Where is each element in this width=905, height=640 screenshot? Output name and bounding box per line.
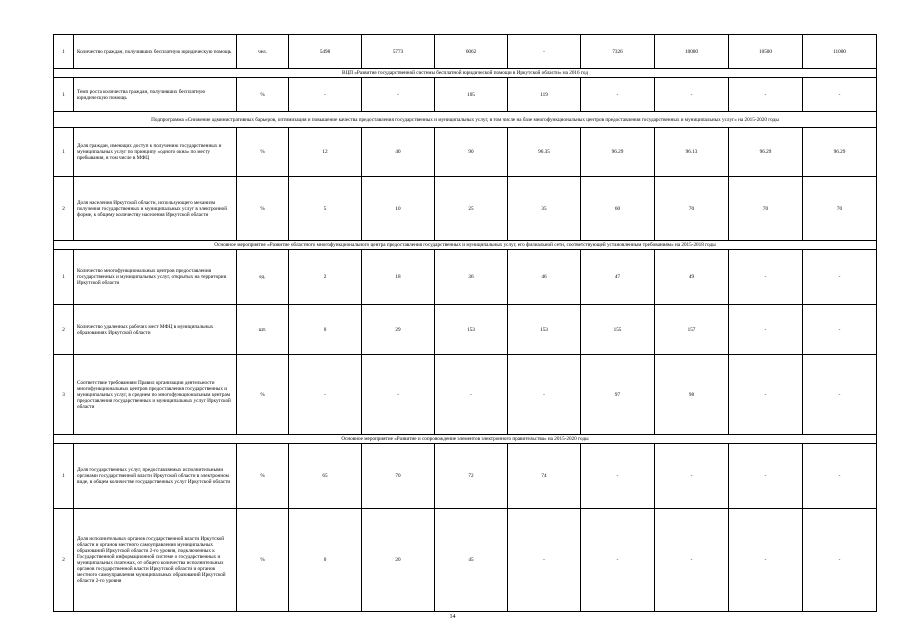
value-cell: 70: [655, 177, 729, 241]
section-header-text: Подпрограмма «Снижение административных барьеров, оптимизация и повышение качества предоставления государственных и муниципальных услуг, в том числе на базе многофункциональных центров предоставления государственных и муниципальных услуг» на 2015-2020 годы: [54, 112, 877, 128]
table-row: [54, 128, 877, 177]
value-cell: 49: [655, 250, 729, 305]
row-number-cell: 1: [54, 250, 74, 305]
value-cell: 6062: [435, 35, 508, 69]
value-cell: 98: [655, 355, 729, 435]
value-cell: -: [803, 355, 877, 435]
value-cell: 10: [362, 177, 435, 241]
indicator-name-cell: Количество многофункциональных центров предоставления государственных и муниципальных услуг, открытых на территории Иркутской области: [74, 250, 237, 305]
value-cell: 5: [289, 177, 362, 241]
table-body: [54, 35, 877, 612]
value-cell: 45: [435, 509, 508, 612]
value-cell: 153: [508, 305, 581, 355]
value-cell: 0: [289, 305, 362, 355]
value-cell: -: [581, 509, 655, 612]
value-cell: 18: [362, 250, 435, 305]
value-cell: -: [289, 355, 362, 435]
unit-cell: шт.: [237, 305, 289, 355]
value-cell: 5773: [362, 35, 435, 69]
table-row: [54, 444, 877, 509]
indicator-name-cell: Доля населения Иркутской области, использующего механизм получения государственных и муниципальных услуг в электронной форме, к общему количеству населения Иркутской области: [74, 177, 237, 241]
value-cell: 96.35: [508, 128, 581, 177]
row-number-cell: 2: [54, 509, 74, 612]
value-cell: -: [729, 509, 803, 612]
value-cell: -: [655, 78, 729, 112]
section-header-text: Основное мероприятие «Развитие областного многофункционального центра предоставления государственных и муниципальных услуг, его филиальной сети, соответствующей установленным требованиям» на 2015-2018 годы: [54, 241, 877, 250]
value-cell: 46: [508, 250, 581, 305]
value-cell: 25: [435, 177, 508, 241]
indicator-name-cell: Соответствие требованиям Правил организации деятельности многофункциональных центров предоставления государственных и муниципальных услуг, в среднем по многофункциональным центрам предоставления государственных и муниципальных услуг Иркутской области: [74, 355, 237, 435]
value-cell: 97: [581, 355, 655, 435]
row-number-cell: 1: [54, 128, 74, 177]
value-cell: 36: [435, 250, 508, 305]
value-cell: 60: [581, 177, 655, 241]
value-cell: 47: [581, 250, 655, 305]
unit-cell: ед.: [237, 250, 289, 305]
value-cell: 7326: [581, 35, 655, 69]
value-cell: -: [729, 444, 803, 509]
table-row: [54, 250, 877, 305]
value-cell: 153: [435, 305, 508, 355]
row-number-cell: 1: [54, 444, 74, 509]
table-row: [54, 509, 877, 612]
section-header-text: Основное мероприятие «Развитие и сопровождение элементов электронного правительства» на 2015-2020 годы: [54, 435, 877, 444]
value-cell: 74: [508, 444, 581, 509]
unit-cell: %: [237, 509, 289, 612]
value-cell: -: [508, 355, 581, 435]
value-cell: 70: [803, 177, 877, 241]
section-header-text: ВЦП «Развитие государственной системы бесплатной юридической помощи в Иркутской области» на 2016 год: [54, 69, 877, 78]
row-number-cell: 1: [54, 78, 74, 112]
value-cell: -: [289, 78, 362, 112]
value-cell: -: [729, 250, 803, 305]
value-cell: 157: [655, 305, 729, 355]
value-cell: -: [803, 509, 877, 612]
value-cell: -: [803, 250, 877, 305]
row-number-cell: 3: [54, 355, 74, 435]
indicator-table: [53, 34, 877, 612]
unit-cell: чел.: [237, 35, 289, 69]
unit-cell: %: [237, 444, 289, 509]
value-cell: 155: [581, 305, 655, 355]
value-cell: 11000: [803, 35, 877, 69]
indicator-name-cell: Количество удаленных рабочих мест МФЦ в муниципальных образованиях Иркутской области: [74, 305, 237, 355]
value-cell: 65: [289, 444, 362, 509]
value-cell: 10000: [655, 35, 729, 69]
table-row: [54, 177, 877, 241]
table-row: [54, 78, 877, 112]
value-cell: -: [362, 355, 435, 435]
value-cell: -: [435, 355, 508, 435]
section-header-row: [54, 241, 877, 250]
section-header-row: [54, 112, 877, 128]
value-cell: -: [803, 78, 877, 112]
value-cell: -: [581, 444, 655, 509]
indicator-name-cell: Доля государственных услуг, предоставляемых исполнительными органами государственной власти Иркутской области в электронном виде, в общем количестве государственных услуг Иркутской области: [74, 444, 237, 509]
value-cell: 96.29: [803, 128, 877, 177]
value-cell: -: [508, 35, 581, 69]
value-cell: 2: [289, 250, 362, 305]
unit-cell: %: [237, 177, 289, 241]
value-cell: 10500: [729, 35, 803, 69]
value-cell: 12: [289, 128, 362, 177]
unit-cell: %: [237, 78, 289, 112]
table-row: [54, 355, 877, 435]
value-cell: -: [508, 509, 581, 612]
value-cell: -: [581, 78, 655, 112]
value-cell: -: [803, 305, 877, 355]
value-cell: 96.29: [581, 128, 655, 177]
value-cell: 40: [362, 128, 435, 177]
value-cell: 105: [435, 78, 508, 112]
value-cell: -: [803, 444, 877, 509]
value-cell: -: [655, 444, 729, 509]
page-number: 14: [449, 614, 456, 620]
row-number-cell: 1: [54, 35, 74, 69]
value-cell: -: [362, 78, 435, 112]
value-cell: 35: [508, 177, 581, 241]
unit-cell: %: [237, 355, 289, 435]
value-cell: -: [729, 355, 803, 435]
value-cell: 96.13: [655, 128, 729, 177]
value-cell: 5498: [289, 35, 362, 69]
value-cell: 90: [435, 128, 508, 177]
value-cell: 96.29: [729, 128, 803, 177]
value-cell: 70: [362, 444, 435, 509]
value-cell: -: [729, 78, 803, 112]
section-header-row: [54, 69, 877, 78]
value-cell: 20: [362, 509, 435, 612]
table-row: [54, 35, 877, 69]
value-cell: 0: [289, 509, 362, 612]
indicator-name-cell: Темп роста количества граждан, получивших бесплатную юридическую помощь: [74, 78, 237, 112]
table-row: [54, 305, 877, 355]
indicator-name-cell: Количество граждан, получивших бесплатную юридическую помощь: [74, 35, 237, 69]
indicator-table-sheet: [53, 34, 876, 612]
value-cell: 119: [508, 78, 581, 112]
indicator-name-cell: Доля граждан, имеющих доступ к получению государственных и муниципальных услуг по принципу «одного окна» по месту пребывания, в том числе в МФЦ: [74, 128, 237, 177]
value-cell: 29: [362, 305, 435, 355]
value-cell: 70: [729, 177, 803, 241]
value-cell: -: [729, 305, 803, 355]
value-cell: -: [655, 509, 729, 612]
unit-cell: %: [237, 128, 289, 177]
value-cell: 72: [435, 444, 508, 509]
row-number-cell: 2: [54, 177, 74, 241]
section-header-row: [54, 435, 877, 444]
indicator-name-cell: Доля исполнительных органов государственной власти Иркутской области и органов местного самоуправления муниципальных образований Иркутской области 2-го уровня, подключенных к Государственной информационной системе о государственных и муниципальных платежах, от общего количества исполнительных органов государственной власти Иркутской области и органов местного самоуправления муниципальных образований Иркутской области 2-го уровня: [74, 509, 237, 612]
row-number-cell: 2: [54, 305, 74, 355]
